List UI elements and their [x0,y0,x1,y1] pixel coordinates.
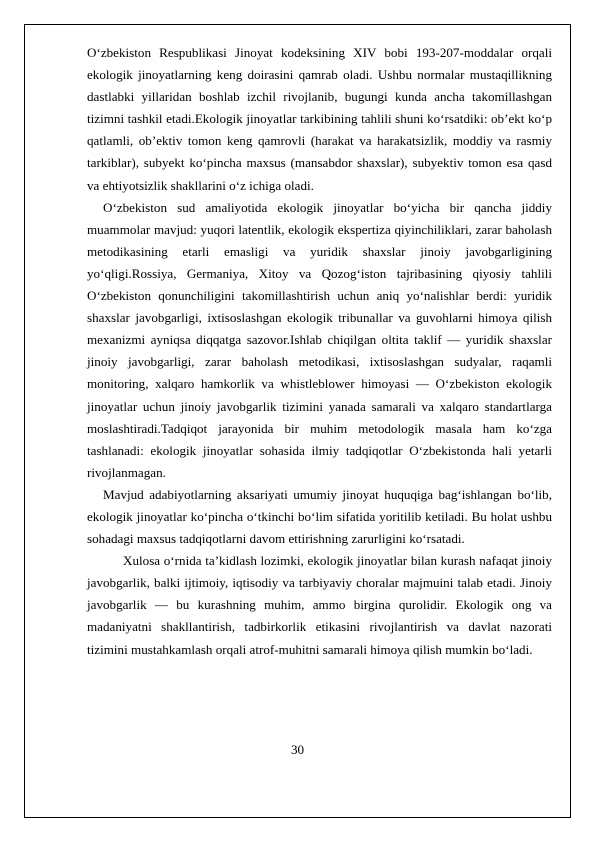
document-body [87,42,552,661]
page-number: 30 [290,742,305,757]
paragraph-court-practice: O‘zbekiston sud amaliyotida ekologik jinoyatlar bo‘yicha bir qancha jiddiy muammolar mavjud: yuqori latentlik, ekologik ekspertiza qiyinchiliklari, zarar baholash metodikasining etarli emasligi va yuridik shaxslar jinoiy javobgarligining yo‘qligi.Rossiya, Germaniya, Xitoy va Qozog‘iston tajribasining qiyosiy tahlili O‘zbekiston qonunchiligini takomillashtirish uchun aniq yo‘nalishlar berdi: yuridik shaxslar javobgarligi, ixtisoslashgan ekologik tribunallar va guvohlarni himoya qilish mexanizmi ayniqsa diqqatga sazovor.Ishlab chiqilgan oltita taklif — yuridik shaxslar jinoiy javobgarligi, zarar baholash metodikasi, ixtisoslashgan sudyalar, raqamli monitoring, xalqaro hamkorlik va whistleblower himoyasi — O‘zbekiston ekologik jinoyatlar uchun jinoiy javobgarlik tizimini yanada samarali va xalqaro standartlarga moslashtiradi.Tadqiqot jarayonida bir muhim metodologik masala ham ko‘zga tashlanadi: ekologik jinoyatlar sohasida ilmiy tadqiqotlar O‘zbekistonda hali yetarli rivojlanmagan. [87,199,552,480]
paragraph-conclusion: Xulosa o‘rnida ta’kidlash lozimki, ekologik jinoyatlar bilan kurash nafaqat jinoiy javobgarlik, balki ijtimoiy, iqtisodiy va tarbiyaviy choralar majmuini talab etadi. Jinoiy javobgarlik — bu kurashning muhim, ammo birgina qurolidir. Ekologik ong va madaniyatni shakllantirish, tadbirkorlik etikasini rivojlantirish va davlat nazorati tizimini mustahkamlash orqali atrof-muhitni samarali himoya qilish mumkin bo‘ladi. [87,553,552,657]
paragraph-criminal-code: O‘zbekiston Respublikasi Jinoyat kodeksining XIV bobi 193-207-moddalar orqali ekologik jinoyatlarning keng doirasini qamrab oladi. Ushbu normalar mustaqillikning dastlabki yillaridan boshlab izchil rivojlanib, bugungi kunda ancha takomillashgan tizimni tashkil etadi.Ekologik jinoyatlar tarkibining tahlili shuni ko‘rsatdiki: ob’ekt ko‘p qatlamli, ob’ektiv tomon keng qamrovli (harakat va harakatsizlik, moddiy va rasmiy tarkiblar), subyekt ko‘pincha maxsus (mansabdor shaxslar), subyektiv tomon esa qasd va ehtiyotsizlik shakllarini o‘z ichiga oladi. [87,45,552,193]
paragraph-literature: Mavjud adabiyotlarning aksariyati umumiy jinoyat huquqiga bag‘ishlangan bo‘lib, ekologik jinoyatlar ko‘pincha o‘tkinchi bo‘lim sifatida yoritilib ketiladi. Bu holat ushbu sohadagi maxsus tadqiqotlarni davom ettirishning zarurligini ko‘rsatadi. [87,486,552,547]
